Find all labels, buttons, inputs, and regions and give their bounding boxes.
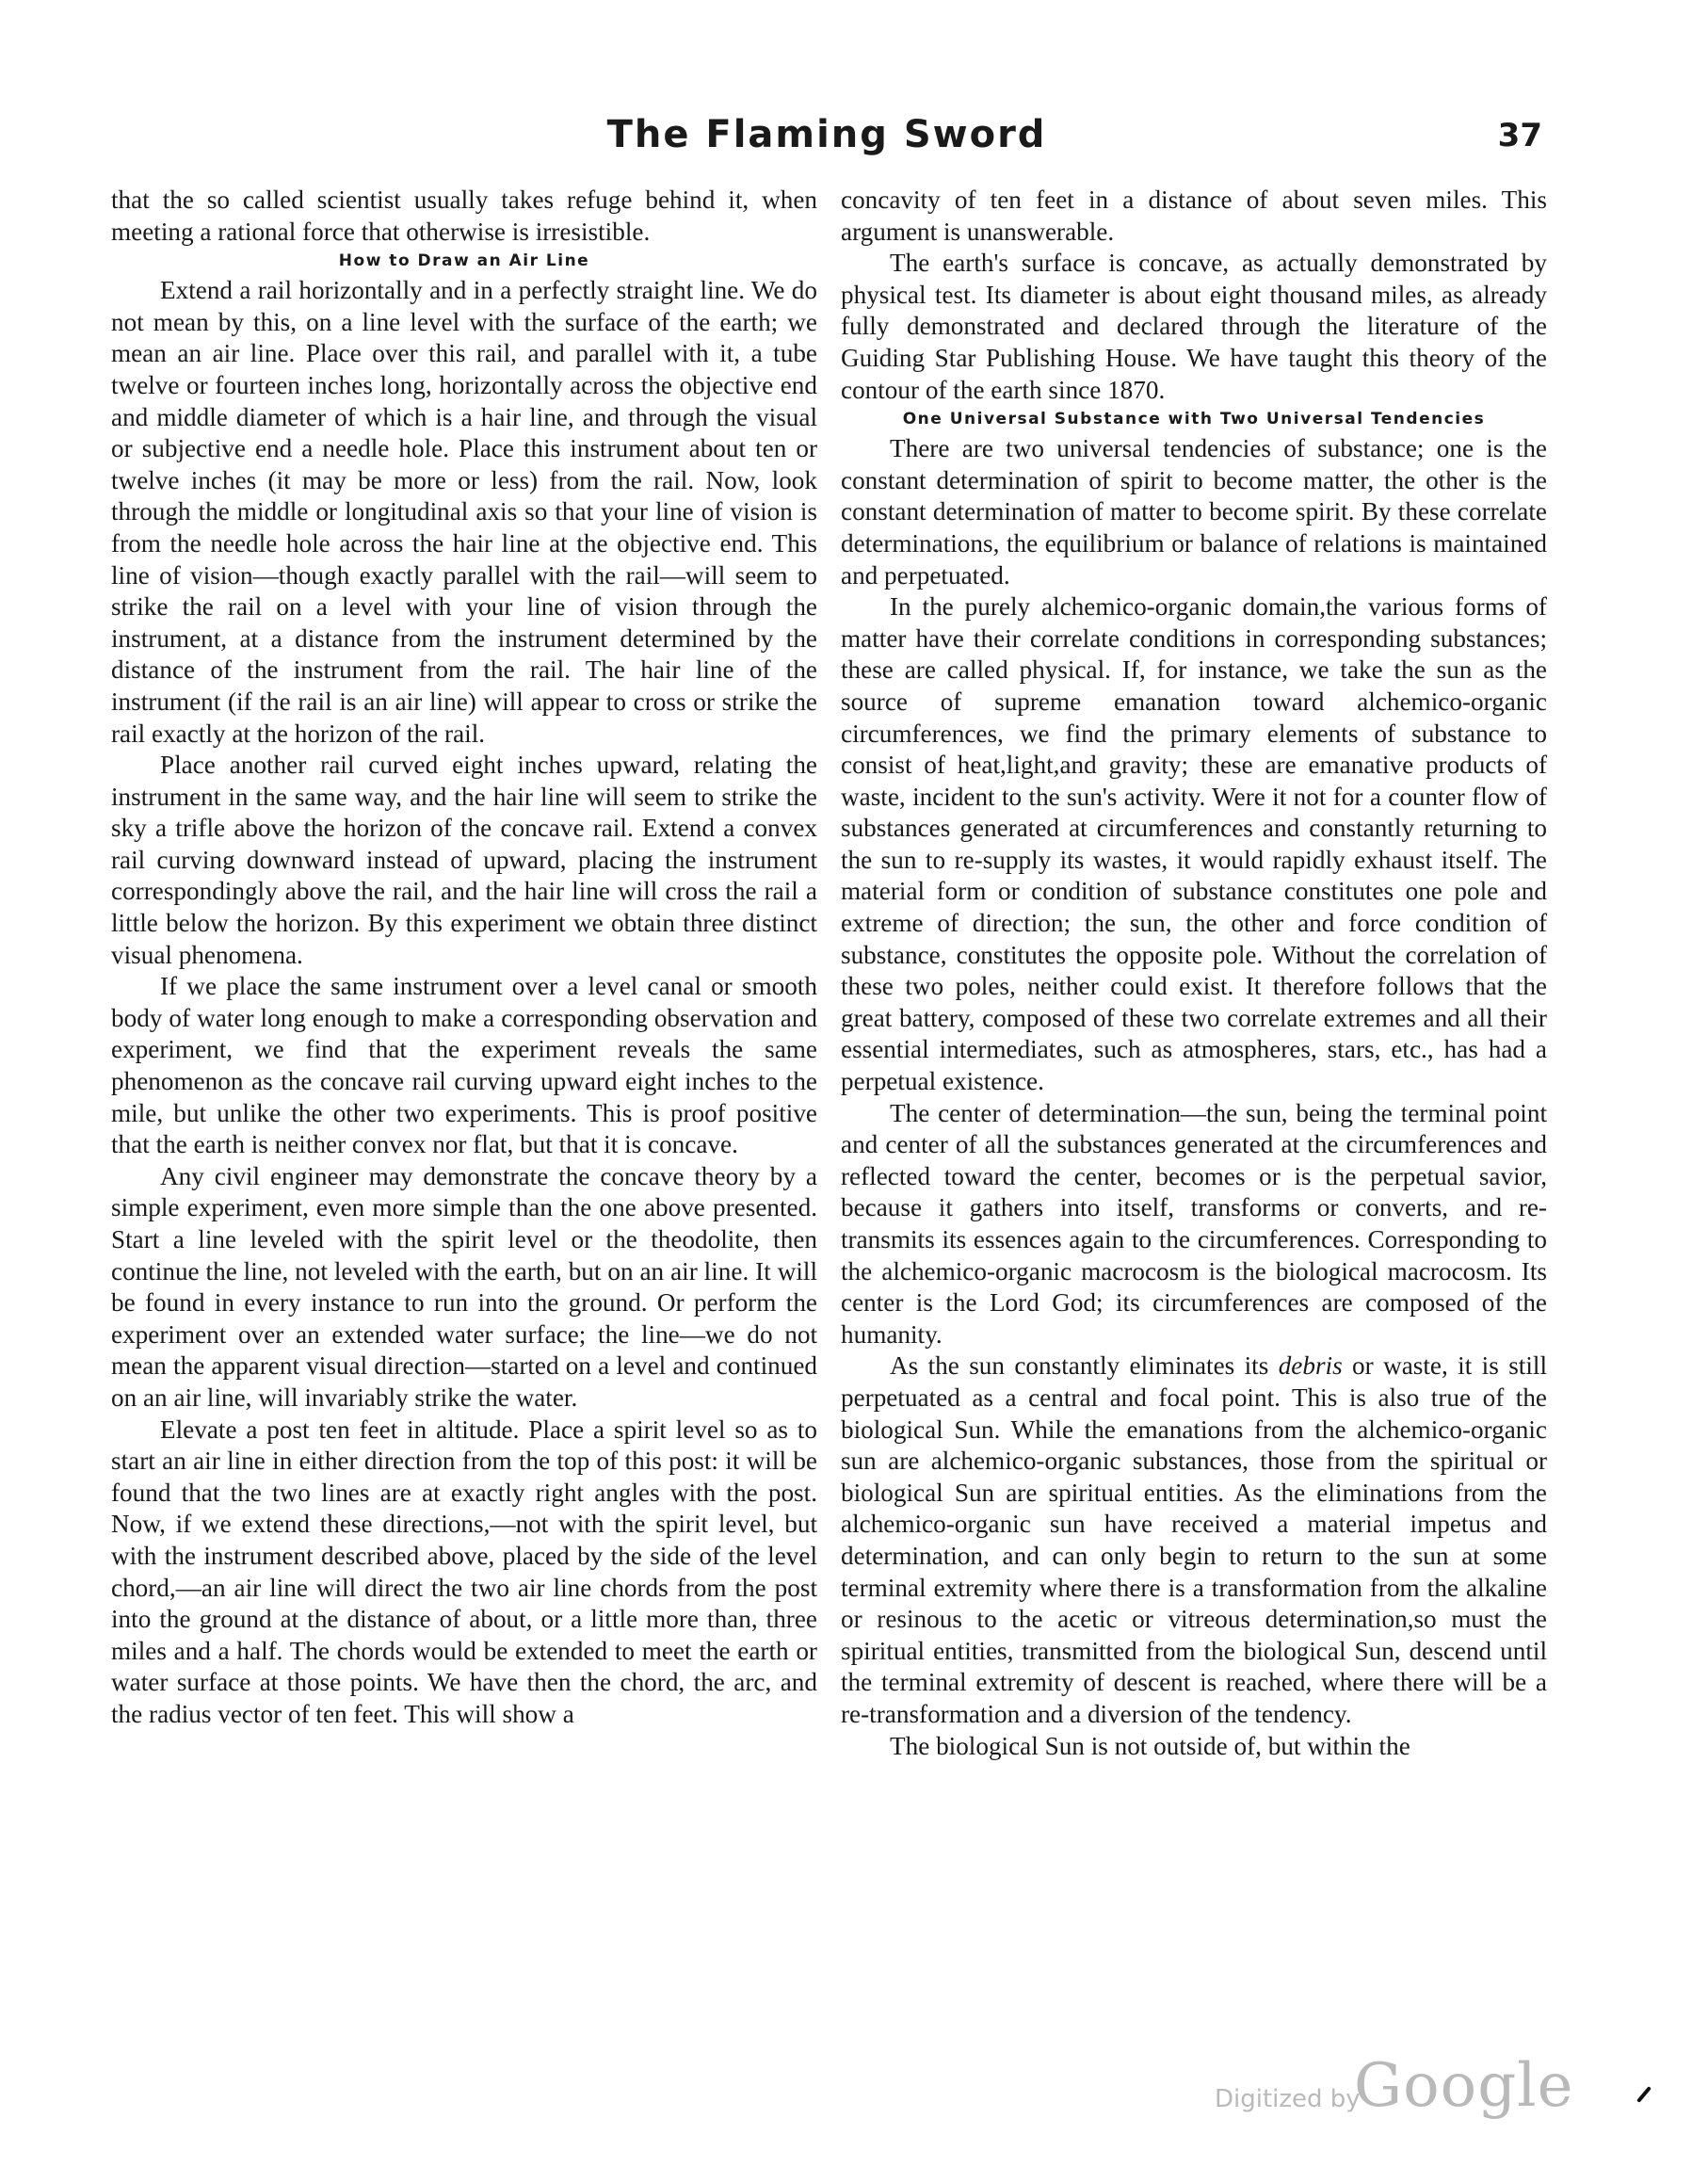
paragraph: The center of determination—the sun, being the terminal point and center of all the substances generated at the circumferences and reflected toward the center, becomes or is the perpetual savior, because it gathers into itself, transforms or converts, and re-transmits its essences again to the circumferences. Corresponding to the alchemico-organic macrocosm is the biological macrocosm. Its center is the Lord God; its circumferences are composed of the humanity. — [841, 1098, 1547, 1349]
paragraph: Extend a rail horizontally and in a perfectly straight line. We do not mean by this, on a line level with the surface of the earth; we mean an air line. Place over this rail, and parallel with it, a tube twelve or fourteen inches long, horizontally across the objective end and middle diameter of which is a hair line, and through the visual or subjective end a needle hole. Place this instrument about ten or twelve inches (it may be more or less) from the rail. Now, look through the middle or longitudinal axis so that your line of vision is from the needle hole across the hair line at the objective end. This line of vision—though exactly parallel with the rail—will seem to strike the rail on a level with your line of vision through the instrument, at a distance from the instrument determined by the distance of the instrument from the rail. The hair line of the instrument (if the rail is an air line) will appear to cross or strike the rail exactly at the horizon of the rail. — [111, 276, 817, 748]
page-number: 37 — [1497, 117, 1542, 154]
watermark-prefix: Digitized by — [1215, 2085, 1361, 2113]
running-header — [111, 113, 1542, 170]
paragraph: that the so called scientist usually takes refuge behind it, when meeting a rational force that otherwise is irresistible. — [111, 186, 817, 246]
paragraph: There are two universal tendencies of substance; one is the constant determination of spirit to become matter, the other is the constant determination of matter to become spirit. By these correlate determinations, the equilibrium or balance of relations is maintained and perpetuated. — [841, 434, 1547, 590]
italic-term: debris — [1278, 1351, 1343, 1381]
section-heading: How to Draw an Air Line — [338, 251, 590, 271]
paragraph: Place another rail curved eight inches upward, relating the instrument in the same way, and the hair line will seem to strike the sky a trifle above the horizon of the concave rail. Extend a convex rail curving downward instead of upward, placing the instrument correspondingly above the rail, and the hair line will cross the rail a little below the horizon. By this experiment we obtain three distinct visual phenomena. — [111, 751, 817, 969]
journal-title: The Flaming Sword — [606, 113, 1047, 156]
pen-mark — [1636, 2086, 1652, 2103]
paragraph-text: or waste, it is still perpetuated as a central and focal point. This is also true of the biological Sun. While the emanations from the alchemico-organic sun are alchemico-organic substances, those from the spiritual or biological Sun are spiritual entities. As the eliminations from the alchemico-organic sun have received a material impetus and determination, and can only begin to return to the sun at some terminal extremity where there is a transformation from the alkaline or resinous to the acetic or vitreous determination,so must the spiritual entities, transmitted from the biological Sun, descend until the terminal extremity of descent is reached, where there will be a re-transformation and a diversion of the tendency. — [841, 1351, 1547, 1728]
left-column — [111, 185, 817, 1731]
paragraph-text: As the sun constantly eliminates its — [890, 1351, 1279, 1381]
paragraph: Elevate a post ten feet in altitude. Place a spirit level so as to start an air line in either direction from the top of this post: it will be found that the two lines are at exactly right angles with the post. Now, if we extend these directions,—not with the spirit level, but with the instrument described above, placed by the side of the level chord,—an air line will direct the two air line chords from the post into the ground at the distance of about, or a little more than, three miles and a half. The chords would be extended to meet the earth or water surface at those points. We have then the chord, the arc, and the radius vector of ten feet. This will show a — [111, 1415, 817, 1728]
paragraph — [841, 1350, 1547, 1730]
paragraph: The earth's surface is concave, as actually demonstrated by physical test. Its diameter is about eight thousand miles, as already fully demonstrated and declared through the literature of the Guiding Star Publishing House. We have taught this theory of the contour of the earth since 1870. — [841, 249, 1547, 404]
paragraph: In the purely alchemico-organic domain,the various forms of matter have their correlate conditions in corresponding substances; these are called physical. If, for instance, we take the sun as the source of supreme emanation toward alchemico-organic circumferences, we find the primary elements of substance to consist of heat,light,and gravity; these are emanative products of waste, incident to the sun's activity. Were it not for a counter flow of substances generated at circumferences and constantly returning to the sun to re-supply its wastes, it would rapidly exhaust itself. The material form or condition of substance constitutes one pole and extreme of direction; the sun, the other and force condition of substance, constitutes the opposite pole. Without the correlation of these two poles, neither could exist. It therefore follows that the great battery, composed of these two correlate extremes and all their essential intermediates, such as atmospheres, stars, etc., has had a perpetual existence. — [841, 592, 1547, 1096]
paragraph: concavity of ten feet in a distance of about seven miles. This argument is unanswerable. — [841, 186, 1547, 246]
google-logo: Google — [1354, 2051, 1574, 2121]
digitization-watermark — [1215, 2051, 1591, 2126]
paragraph: If we place the same instrument over a level canal or smooth body of water long enough to make a corresponding observation and experiment, we find that the experiment reveals the same phenomenon as the concave rail curving upward eight inches to the mile, but unlike the other two experiments. This is proof positive that the earth is neither convex nor flat, but that it is concave. — [111, 972, 817, 1159]
paragraph: Any civil engineer may demonstrate the concave theory by a simple experiment, even more simple than the one above presented. Start a line leveled with the spirit level or the theodolite, then continue the line, not leveled with the earth, but on an air line. It will be found in every instance to run into the ground. Or perform the experiment over an extended water surface; the line—we do not mean the apparent visual direction—started on a level and continued on an air line, will invariably strike the water. — [111, 1161, 817, 1412]
paragraph: The biological Sun is not outside of, but within the — [890, 1731, 1410, 1760]
right-column — [841, 185, 1547, 1762]
section-heading: One Universal Substance with Two Universal Tendencies — [902, 410, 1486, 429]
